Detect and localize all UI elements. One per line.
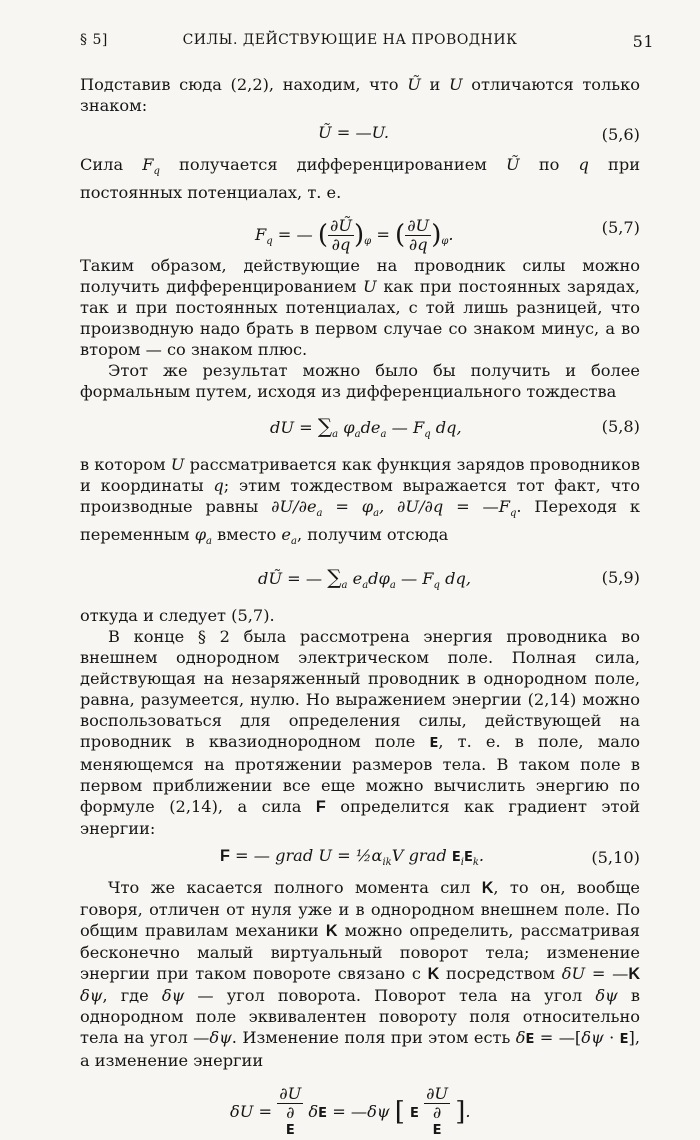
- equation-number: (5,6): [601, 125, 640, 144]
- paragraph-3: Таким образом, действующие на проводник силы можно получить дифференцированием U как при постоянных зарядах, так и при постоянных потенциалах, с той лишь разницей, что производную надо брать в первом случае со знаком минус, а во втором — со знаком плюс.: [80, 256, 640, 360]
- equation-number: (5,9): [601, 567, 640, 587]
- paragraph-1: Подставив сюда (2,2), находим, что Ũ и U отличаются только знаком:: [80, 75, 640, 115]
- page-number: 51: [632, 32, 654, 51]
- equation-number: (5,7): [601, 218, 640, 238]
- equation-5-10: F = — grad $U = \frac{1}{2}\alpha_{ik}V$ grad $E_iE_k$. (5,10): [220, 845, 640, 868]
- equation-5-8: dU = $\sum_a$ $\varphi_ade_a$ — $F_q$ dq, (5,8): [270, 414, 640, 441]
- paragraph-7: В конце § 2 была рассмотрена энергия проводника во внешнем однородном электрическом поле. Полная сила, действующая на незаряженный проводник в однородном поле, равна, разумеется, нулю. Но выражением энергии (2,14) можно воспользоваться для определения силы, действующей на проводник в квазиоднородном поле E, т. е. в поле, мало меняющемся на протяжении размеров тела. В таком поле в первом приближении все еще можно вычислить энергию по формуле (2,14), а сила F определится как градиент этой энергии:: [80, 626, 640, 838]
- paragraph-2: Сила $F_q$ получается дифференцированием Ũ по q при постоянных потенциалах, т. е.: [80, 155, 640, 203]
- equation-5-7: $F_q$ = — ( $\frac{\partial Ũ}{\partial q}$ )$_\varphi$ = ( $\frac{\partial U}{\partial q}$ )$_\varphi$. (5,7): [255, 216, 640, 255]
- equation-5-6: Ũ = —U. (5,6): [318, 123, 640, 144]
- running-head: СИЛЫ. ДЕЙСТВУЮЩИЕ НА ПРОВОДНИК: [182, 32, 518, 48]
- equation-number: (5,10): [591, 847, 640, 867]
- paragraph-5: в котором U рассматривается как функция зарядов проводников и координаты q; этим тождеством выражается тот факт, что производные равны $\partial U/\partial e_a = \varphi_a$, $\partial U/\partial q = —F_q$. Переходя к переменным $\varphi_a$ вместо $e_a$, получим отсюда: [80, 455, 640, 548]
- page-body: [80, 74, 641, 1138]
- paragraph-8: Что же касается полного момента сил K, то он, вообще говоря, отличен от нуля уже и в однородном внешнем поле. По общим правилам механики K можно определить, рассматривая бесконечно малый виртуальный поворот тела; изменение энергии при таком повороте связано с K посредством δU = —K δψ, где δψ — угол поворота. Поворот тела на угол δψ в однородном поле эквивалентен повороту поля относительно тела на угол —δψ. Изменение поля при этом есть δE = —[δψ · E], а изменение энергии: [80, 877, 641, 1070]
- paragraph-4: Этот же результат можно было бы получить и более формальным путем, исходя из дифференциального тождества: [80, 361, 640, 402]
- equation-5-9: dŨ = — $\sum_a$ $e_ad\varphi_a$ — $F_q$ dq, (5,9): [258, 564, 640, 591]
- paragraph-6: откуда и следует (5,7).: [80, 605, 275, 625]
- equation-unnumbered: δU = ∂U ∂ E δE = —δψ [ E ∂U ∂ E ].: [230, 1083, 471, 1138]
- section-marker: § 5]: [80, 32, 108, 48]
- equation-number: (5,8): [601, 417, 640, 437]
